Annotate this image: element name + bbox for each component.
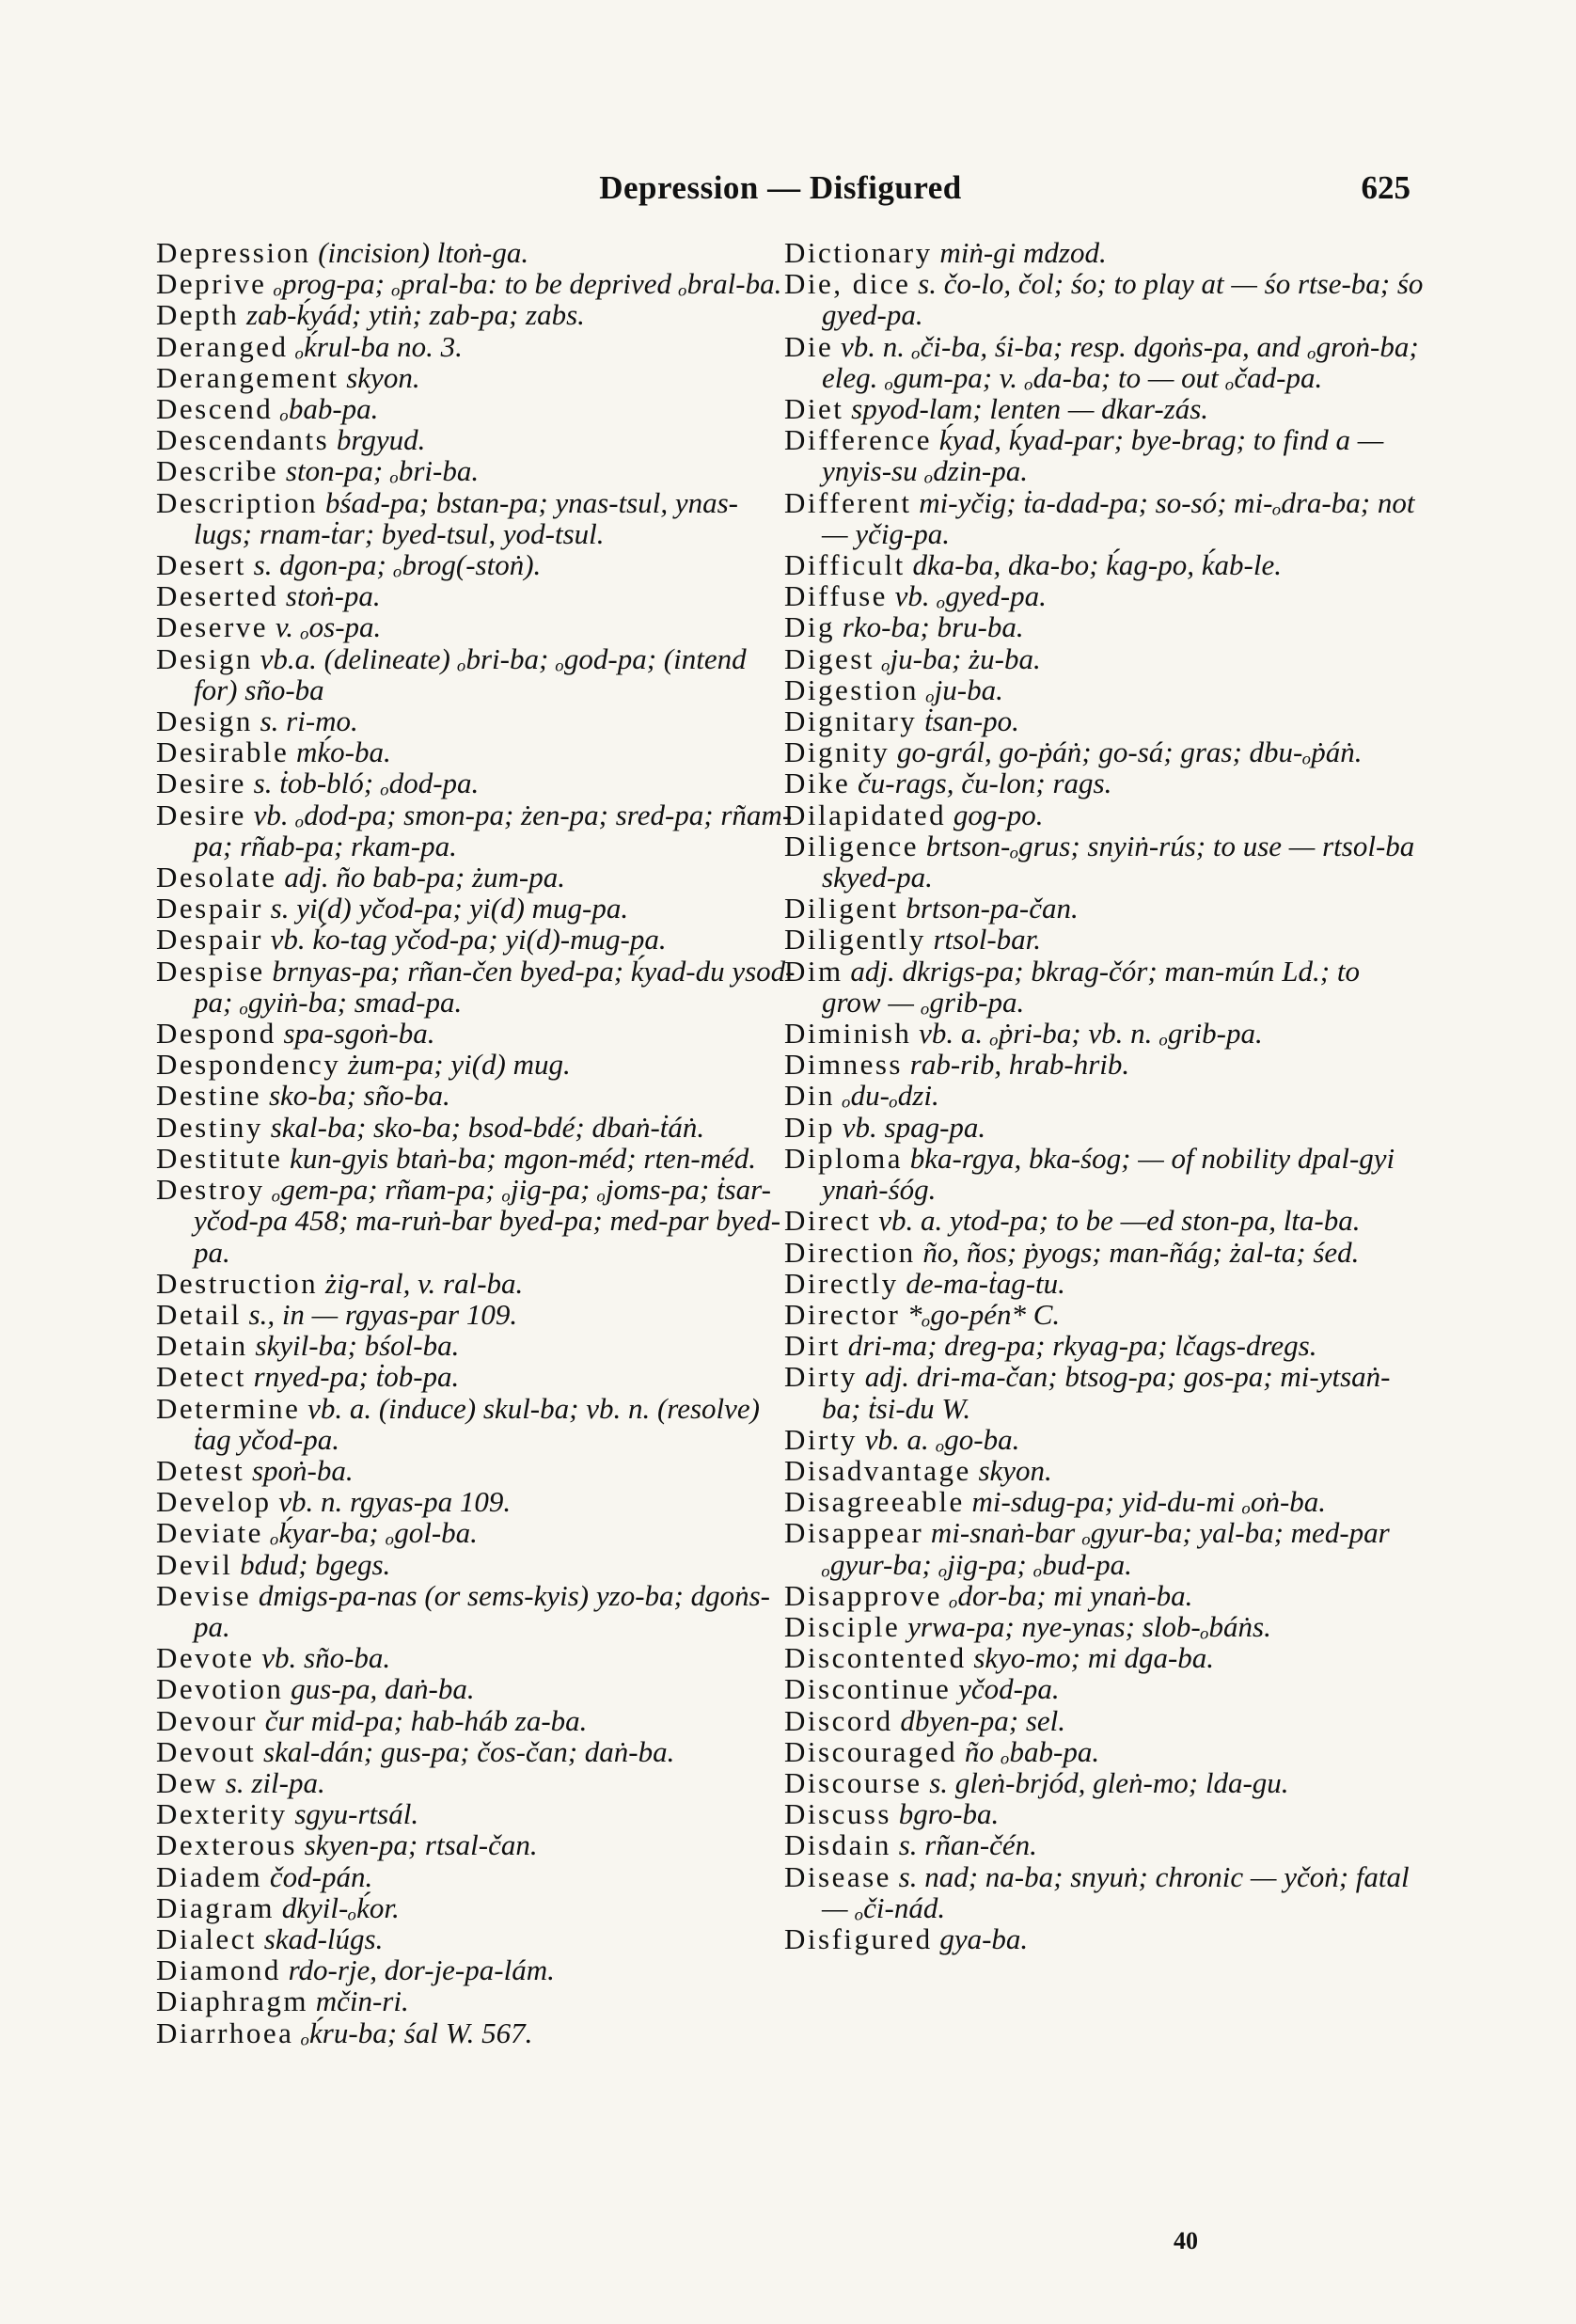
dictionary-entry [156, 1049, 796, 1080]
headword: Dirt [784, 1329, 841, 1363]
definition: miṅ-gi mdzod. [939, 236, 1107, 269]
definition: skyen-pa; rtsal-čan. [304, 1828, 538, 1862]
dictionary-entry [156, 455, 796, 486]
dictionary-entry [784, 799, 1424, 830]
dictionary-entry [156, 1018, 796, 1049]
dictionary-entry [156, 580, 796, 611]
headword: Diploma [784, 1141, 903, 1175]
dictionary-entry [156, 1299, 796, 1330]
dictionary-entry [784, 1361, 1424, 1423]
dictionary-entry [784, 1580, 1424, 1611]
page-title: Depression — Disfigured [599, 169, 962, 206]
dictionary-entry [156, 237, 796, 268]
dictionary-entry [156, 893, 796, 924]
dictionary-entry [784, 643, 1424, 674]
definition: ču-rags, ču-lon; rags. [858, 767, 1112, 800]
headword: Dictionary [784, 236, 933, 269]
headword: Detain [156, 1329, 248, 1363]
definition: adj. ño bab-pa; żum-pa. [284, 861, 566, 894]
definition: vb. ₒgyed-pa. [894, 579, 1047, 613]
definition: vb. n. ₒči-ba, śi-ba; resp. dgoṅs-pa, and ₒgroṅ-ba; eleg. ₒgum-pa; v. ₒda-ba; to — out ₒčad-pa. [822, 329, 1419, 394]
dictionary-entry [784, 237, 1424, 268]
definition: bgro-ba. [898, 1797, 1000, 1831]
dictionary-entry [156, 393, 796, 424]
definition: ₒju-ba. [925, 672, 1003, 706]
dictionary-entry [156, 1080, 796, 1111]
definition: żum-pa; yi(d) mug. [347, 1048, 571, 1082]
dictionary-entry [156, 1486, 796, 1517]
headword: Diaphragm [156, 1984, 308, 2018]
definition: s. ṫob-bló; ₒdod-pa. [253, 767, 480, 800]
headword: Detest [156, 1453, 245, 1487]
dictionary-entry [784, 1268, 1424, 1299]
dictionary-entry [156, 1549, 796, 1580]
headword: Die [784, 329, 834, 363]
definition: vb. a. ₒgo-ba. [864, 1422, 1020, 1456]
definition: ño ₒbab-pa. [964, 1734, 1100, 1768]
definition: ño, ños; ṗyogs; man-ñág; żal-ta; śed. [922, 1235, 1360, 1269]
definition: brgyud. [336, 423, 426, 457]
headword: Dip [784, 1110, 835, 1144]
definition: brtson-ₒgrus; snyiṅ-rús; to use — rtsol-ba skyed-pa. [822, 829, 1415, 894]
definition: skyon. [346, 360, 420, 394]
headword: Difficult [784, 548, 906, 582]
dictionary-entry [784, 1018, 1424, 1049]
headword: Difference [784, 423, 932, 457]
left-column [156, 237, 796, 2048]
headword: Dimness [784, 1048, 903, 1082]
definition: ₒdu-ₒdzi. [842, 1079, 939, 1113]
headword: Devout [156, 1734, 257, 1768]
definition: v. ₒos-pa. [275, 610, 382, 644]
headword: Disdain [784, 1828, 891, 1862]
headword: Destine [156, 1079, 262, 1113]
headword: Despair [156, 923, 263, 956]
dictionary-entry [784, 487, 1424, 549]
dictionary-entry [156, 1829, 796, 1860]
definition: yčod-pa. [958, 1672, 1060, 1706]
headword: Desire [156, 798, 246, 831]
definition: dri-ma; dreg-pa; rkyag-pa; lčags-dregs. [847, 1329, 1317, 1363]
headword: Discouraged [784, 1734, 958, 1768]
dictionary-entry [784, 1112, 1424, 1143]
definition: ₒprog-pa; ₒpral-ba: to be deprived ₒbral-ba. [274, 267, 782, 301]
definition: vb. ḱo-tag yčod-pa; yi(d)-mug-pa. [270, 923, 667, 956]
definition: gog-po. [953, 798, 1044, 831]
dictionary-entry [156, 1143, 796, 1174]
headword: Direction [784, 1235, 916, 1269]
dictionary-entry [784, 331, 1424, 393]
definition: s. gleṅ-brjód, gleṅ-mo; lda-gu. [929, 1765, 1289, 1799]
headword: Desirable [156, 735, 290, 769]
headword: Diligently [784, 923, 926, 956]
dictionary-entry [156, 487, 796, 549]
headword: Devil [156, 1547, 233, 1581]
headword: Design [156, 704, 253, 738]
dictionary-entry [784, 611, 1424, 642]
dictionary-entry [156, 611, 796, 642]
headword: Diffuse [784, 579, 888, 613]
headword: Diamond [156, 1953, 281, 1987]
dictionary-entry [784, 893, 1424, 924]
headword: Design [156, 641, 253, 675]
definition: zab-ḱyád; ytiṅ; zab-pa; zabs. [246, 298, 585, 332]
dictionary-entry [784, 1049, 1424, 1080]
headword: Dignitary [784, 704, 918, 738]
definition: s. čo-lo, čol; śo; to play at — śo rtse-ba; śo gyed-pa. [822, 267, 1424, 332]
dictionary-entry [156, 1517, 796, 1548]
dictionary-entry [784, 424, 1424, 486]
definition: spa-sgoṅ-ba. [283, 1017, 435, 1051]
headword: Disagreeable [784, 1485, 965, 1519]
dictionary-entry [156, 1112, 796, 1143]
headword: Derangement [156, 360, 339, 394]
dictionary-entry [156, 862, 796, 893]
dictionary-entry [784, 674, 1424, 705]
dictionary-entry [784, 1861, 1424, 1923]
dictionary-entry [156, 1954, 796, 1985]
dictionary-entry [784, 1424, 1424, 1455]
headword: Disadvantage [784, 1453, 971, 1487]
definition: vb. sño-ba. [261, 1641, 391, 1675]
headword: Devour [156, 1703, 258, 1737]
definition: ₒḱru-ba; śal W. 567. [301, 2016, 533, 2049]
headword: Destitute [156, 1141, 283, 1175]
headword: Depth [156, 298, 240, 332]
headword: Despair [156, 892, 263, 925]
definition: skal-ba; sko-ba; bsod-bdé; dbaṅ-ṫáṅ. [270, 1110, 705, 1144]
headword: Devote [156, 1641, 255, 1675]
headword: Deprive [156, 267, 267, 301]
dictionary-entry [784, 268, 1424, 330]
headword: Diarrhoea [156, 2016, 294, 2049]
dictionary-entry [156, 1705, 796, 1736]
dictionary-entry [156, 2017, 796, 2048]
signature-mark: 40 [1174, 2227, 1198, 2254]
headword: Diligent [784, 892, 899, 925]
dictionary-entry [784, 924, 1424, 955]
headword: Diagram [156, 1890, 275, 1924]
headword: Diminish [784, 1017, 912, 1051]
definition: mi-snaṅ-bar ₒgyur-ba; yal-ba; med-par ₒgyur-ba; ₒjig-pa; ₒbud-pa. [822, 1516, 1390, 1581]
definition: adj. dkrigs-pa; bkrag-čór; man-mún Ld.; to grow — ₒgrib-pa. [822, 954, 1360, 1019]
definition: brnyas-pa; rñan-čen byed-pa; ḱyad-du ysod-pa; ₒgyiṅ-ba; smad-pa. [194, 954, 796, 1019]
definition: vb. a. (induce) skul-ba; vb. n. (resolve) ṫag yčod-pa. [194, 1391, 760, 1456]
headword: Desolate [156, 861, 277, 894]
headword: Die, dice [784, 267, 911, 301]
headword: Diet [784, 392, 844, 426]
definition: ₒḱyar-ba; ₒgol-ba. [270, 1516, 478, 1550]
dictionary-entry [156, 424, 796, 455]
dictionary-entry [156, 705, 796, 736]
dictionary-entry [784, 956, 1424, 1018]
headword: Digest [784, 641, 875, 675]
dictionary-entry [156, 1673, 796, 1704]
dictionary-entry [156, 1642, 796, 1673]
dictionary-entry [156, 767, 796, 798]
definition: s., in — rgyas-par 109. [248, 1297, 518, 1331]
headword: Diligence [784, 829, 920, 862]
definition: skal-dán; gus-pa; čos-čan; daṅ-ba. [263, 1734, 675, 1768]
dictionary-entry [784, 1767, 1424, 1798]
dictionary-entry [784, 549, 1424, 580]
headword: Describe [156, 454, 279, 488]
dictionary-entry [784, 1642, 1424, 1673]
headword: Destruction [156, 1266, 319, 1300]
dictionary-entry [156, 1580, 796, 1642]
headword: Detail [156, 1297, 242, 1331]
definition: yrwa-pa; nye-ynas; slob-ₒbáṅs. [907, 1609, 1271, 1643]
definition: rab-rib, hrab-hrib. [909, 1048, 1130, 1082]
headword: Desire [156, 767, 246, 800]
dictionary-entry [784, 767, 1424, 798]
definition: sgyu-rtsál. [294, 1797, 419, 1831]
headword: Detect [156, 1360, 246, 1394]
headword: Discourse [784, 1765, 922, 1799]
definition: skyil-ba; bśol-ba. [255, 1329, 460, 1363]
definition: s. ri-mo. [260, 704, 358, 738]
definition: vb. n. rgyas-pa 109. [278, 1485, 512, 1519]
dictionary-entry [784, 1143, 1424, 1205]
definition: sko-ba; sño-ba. [268, 1079, 450, 1113]
dictionary-entry [784, 1798, 1424, 1829]
headword: Din [784, 1079, 835, 1113]
dictionary-entry [156, 1455, 796, 1486]
headword: Disciple [784, 1609, 901, 1643]
definition: ₒdor-ba; mi ynaṅ-ba. [949, 1578, 1193, 1612]
headword: Depression [156, 236, 311, 269]
headword: Different [784, 485, 912, 519]
definition: skad-lúgs. [263, 1921, 384, 1955]
dictionary-entry [156, 1798, 796, 1829]
headword: Deserve [156, 610, 269, 644]
headword: Disfigured [784, 1921, 933, 1955]
headword: Dilapidated [784, 798, 947, 831]
dictionary-entry [784, 736, 1424, 767]
headword: Dig [784, 610, 835, 644]
definition: vb. spag-pa. [842, 1110, 986, 1144]
dictionary-entry [156, 736, 796, 767]
definition: dkyil-ₒḱor. [281, 1890, 400, 1924]
dictionary-entry [784, 705, 1424, 736]
definition: kun-gyis btaṅ-ba; mgon-méd; rten-méd. [290, 1141, 757, 1175]
definition: vb. a. ytod-pa; to be —ed ston-pa, lta-ba. [878, 1204, 1361, 1238]
headword: Determine [156, 1391, 301, 1425]
dictionary-entry [156, 362, 796, 393]
headword: Dike [784, 767, 851, 800]
headword: Dialect [156, 1921, 258, 1955]
dictionary-entry [784, 393, 1424, 424]
definition: *ₒgo-pén* C. [907, 1297, 1061, 1331]
headword: Disease [784, 1859, 891, 1893]
headword: Despondency [156, 1048, 341, 1082]
definition: de-ma-ṫag-tu. [906, 1266, 1065, 1300]
definition: s. zil-pa. [225, 1765, 325, 1799]
definition: s. yi(d) yčod-pa; yi(d) mug-pa. [270, 892, 629, 925]
dictionary-entry [156, 1861, 796, 1892]
definition: skyo-mo; mi dga-ba. [973, 1641, 1215, 1675]
dictionary-entry [156, 299, 796, 330]
definition: ston-pa; ₒbri-ba. [285, 454, 480, 488]
headword: Dew [156, 1765, 219, 1799]
headword: Descendants [156, 423, 330, 457]
dictionary-entry [784, 1205, 1424, 1236]
definition: żig-ral, v. ral-ba. [324, 1266, 524, 1300]
dictionary-entry [784, 1299, 1424, 1330]
dictionary-entry [156, 549, 796, 580]
running-header [150, 169, 1411, 216]
headword: Despise [156, 954, 265, 988]
headword: Devotion [156, 1672, 284, 1706]
definition: gus-pa, daṅ-ba. [291, 1672, 475, 1706]
headword: Dirty [784, 1422, 858, 1456]
dictionary-entry [156, 1892, 796, 1923]
dictionary-entry [784, 1080, 1424, 1111]
headword: Director [784, 1297, 901, 1331]
headword: Disappear [784, 1516, 924, 1550]
dictionary-entry [784, 1673, 1424, 1704]
definition: ₒgem-pa; rñam-pa; ₒjig-pa; ₒjoms-pa; ṫsar-yčod-pa 458; ma-ruṅ-bar byed-pa; med-par byed-pa. [194, 1173, 781, 1269]
definition: ₒbab-pa. [279, 392, 379, 426]
dictionary-entry [156, 1174, 796, 1268]
dictionary-entry [156, 1361, 796, 1392]
dictionary-entry [156, 1268, 796, 1299]
definition: spyod-lam; lenten — dkar-zás. [851, 392, 1209, 426]
headword: Directly [784, 1266, 899, 1300]
definition: ₒḱrul-ba no. 3. [295, 329, 463, 363]
definition: dbyen-pa; sel. [900, 1703, 1066, 1737]
definition: bka-rgya, bka-śog; — of nobility dpal-gyi ynaṅ-śóg. [822, 1141, 1395, 1207]
definition: spoṅ-ba. [251, 1453, 354, 1487]
definition: dmigs-pa-nas (or sems-kyis) yzo-ba; dgoṅs-pa. [194, 1578, 770, 1643]
dictionary-entry [156, 799, 796, 862]
dictionary-entry [156, 956, 796, 1018]
headword: Devise [156, 1578, 252, 1612]
definition: rdo-rje, dor-je-pa-lám. [288, 1953, 555, 1987]
definition: vb. a. ₒṗri-ba; vb. n. ₒgrib-pa. [919, 1017, 1263, 1051]
definition: gya-ba. [939, 1921, 1029, 1955]
right-column [784, 237, 1424, 1954]
headword: Dexterous [156, 1828, 297, 1862]
definition: s. nad; na-ba; snyuṅ; chronic — yčoṅ; fatal — ₒči-nád. [822, 1859, 1410, 1924]
dictionary-entry [156, 1923, 796, 1954]
headword: Discontinue [784, 1672, 952, 1706]
dictionary-entry [784, 1237, 1424, 1268]
headword: Dirty [784, 1360, 858, 1394]
headword: Despond [156, 1017, 276, 1051]
dictionary-entry [784, 1517, 1424, 1579]
headword: Digestion [784, 672, 920, 706]
definition: ḱyad, ḱyad-par; bye-brag; to find a — ynyis-su ₒdzin-pa. [822, 423, 1384, 488]
headword: Deviate [156, 1516, 263, 1550]
headword: Discontented [784, 1641, 967, 1675]
headword: Discord [784, 1703, 893, 1737]
dictionary-entry [156, 331, 796, 362]
dictionary-entry [784, 830, 1424, 893]
definition: ₒju-ba; żu-ba. [881, 641, 1041, 675]
definition: čod-pán. [269, 1859, 373, 1893]
dictionary-entry [156, 1330, 796, 1361]
definition: s. dgon-pa; ₒbrog(-stoṅ). [253, 548, 542, 582]
dictionary-entry [784, 580, 1424, 611]
definition: rnyed-pa; ṫob-pa. [253, 1360, 460, 1394]
dictionary-entry [784, 1923, 1424, 1954]
definition: čur mid-pa; hab-háb za-ba. [264, 1703, 588, 1737]
definition: stoṅ-pa. [285, 579, 381, 613]
dictionary-entry [156, 1736, 796, 1767]
headword: Desert [156, 548, 246, 582]
definition: rko-ba; bru-ba. [842, 610, 1024, 644]
headword: Destiny [156, 1110, 263, 1144]
headword: Deranged [156, 329, 289, 363]
headword: Destroy [156, 1173, 265, 1207]
headword: Direct [784, 1204, 872, 1238]
definition: brtson-pa-čan. [906, 892, 1079, 925]
page-number: 625 [1361, 169, 1411, 206]
definition: adj. dri-ma-čan; btsog-pa; gos-pa; mi-ytsaṅ-ba; ṫsi-du W. [822, 1360, 1391, 1425]
headword: Disapprove [784, 1578, 942, 1612]
definition: rtsol-bar. [933, 923, 1042, 956]
dictionary-entry [784, 1486, 1424, 1517]
definition: mi-sdug-pa; yid-du-mi ₒoṅ-ba. [971, 1485, 1327, 1519]
definition: skyon. [978, 1453, 1052, 1487]
headword: Diadem [156, 1859, 263, 1893]
dictionary-entry [784, 1705, 1424, 1736]
definition: mi-yčig; ṫa-dad-pa; so-só; mi-ₒdra-ba; not — yčig-pa. [822, 485, 1415, 550]
definition: bśad-pa; bstan-pa; ynas-tsul, ynas-lugs; rnam-ṫar; byed-tsul, yod-tsul. [194, 485, 739, 550]
dictionary-entry [784, 1736, 1424, 1767]
headword: Develop [156, 1485, 272, 1519]
definition: dka-ba, dka-bo; ḱag-po, ḱab-le. [912, 548, 1282, 582]
definition: (incision) ltoṅ-ga. [318, 236, 529, 269]
definition: bdud; bgegs. [240, 1547, 391, 1581]
headword: Dexterity [156, 1797, 288, 1831]
definition: s. rñan-čén. [898, 1828, 1037, 1862]
dictionary-entry [156, 1767, 796, 1798]
definition: vb. ₒdod-pa; smon-pa; żen-pa; sred-pa; rñam-pa; rñab-pa; rkam-pa. [194, 798, 793, 862]
dictionary-entry [156, 643, 796, 705]
definition: go-grál, go-ṗáṅ; go-sá; gras; dbu-ₒṗáṅ. [896, 735, 1363, 769]
headword: Descend [156, 392, 274, 426]
dictionary-entry [784, 1611, 1424, 1642]
headword: Dignity [784, 735, 890, 769]
dictionary-entry [156, 924, 796, 955]
definition: mčin-ri. [315, 1984, 409, 2018]
definition: vb.a. (delineate) ₒbri-ba; ₒgod-pa; (intend for) sño-ba [194, 641, 747, 706]
dictionary-entry [156, 1393, 796, 1455]
definition: mḱo-ba. [296, 735, 391, 769]
dictionary-entry [784, 1455, 1424, 1486]
dictionary-entry [156, 1985, 796, 2016]
headword: Dim [784, 954, 843, 988]
headword: Description [156, 485, 319, 519]
dictionary-entry [784, 1330, 1424, 1361]
definition: ṫsan-po. [924, 704, 1019, 738]
headword: Discuss [784, 1797, 891, 1831]
dictionary-entry [784, 1829, 1424, 1860]
headword: Deserted [156, 579, 279, 613]
dictionary-entry [156, 268, 796, 299]
